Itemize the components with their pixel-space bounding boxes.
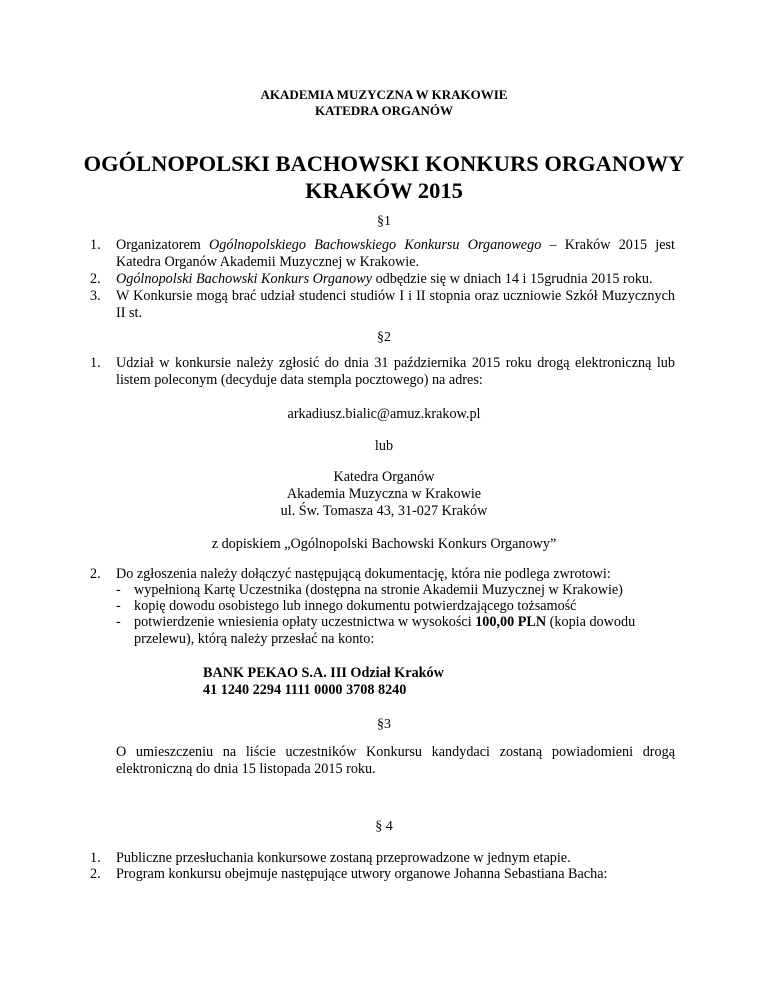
bank-name: BANK PEKAO S.A. III Odział Kraków: [203, 665, 444, 681]
document-requirement-fee: [134, 614, 675, 648]
competition-name-italic: Ogólnopolskiego Bachowskiego Konkursu Organowego: [209, 237, 542, 253]
fee-amount: 100,00 PLN: [475, 614, 547, 630]
text-fragment: odbędzie się w dniach 14 i 15grudnia 2015 roku.: [372, 271, 653, 287]
institution-name: AKADEMIA MUZYCZNA W KRAKOWIE: [260, 87, 508, 102]
annotation-note: z dopiskiem „Ogólnopolski Bachowski Konkurs Organowy”: [211, 536, 557, 552]
text-line: [116, 237, 675, 254]
or-separator: lub: [374, 438, 394, 454]
text-fragment: potwierdzenie wniesienia opłaty uczestnictwa w wysokości: [134, 614, 476, 630]
text-fragment: Organizatorem: [116, 237, 210, 253]
section-4-item-1: Publiczne przesłuchania konkursowe zostaną przeprowadzone w jednym etapie.: [116, 850, 571, 866]
bullet-dash: -: [116, 614, 121, 630]
item-number: 1.: [90, 237, 101, 253]
text-line: II st.: [116, 305, 143, 321]
department-name: KATEDRA ORGANÓW: [314, 103, 454, 118]
bank-account-number: 41 1240 2294 1111 0000 3708 8240: [203, 682, 407, 698]
item-number: 2.: [90, 271, 101, 287]
text-line: przelewu), którą należy przesłać na konto:: [134, 631, 375, 647]
document-requirement: kopię dowodu osobistego lub innego dokumentu potwierdzającego tożsamość: [134, 598, 577, 614]
item-number: 2.: [90, 866, 101, 882]
document-subtitle: KRAKÓW 2015: [305, 178, 463, 203]
address-line-3: ul. Św. Tomasza 43, 31-027 Kraków: [280, 503, 488, 519]
text-fragment: (kopia dowodu: [546, 614, 636, 630]
text-line: W Konkursie mogą brać udział studenci studiów I i II stopnia oraz uczniowie Szkół Muzycznych: [116, 288, 675, 304]
section-4-item-2: Program konkursu obejmuje następujące utwory organowe Johanna Sebastiana Bacha:: [116, 866, 608, 882]
section-2-mark: §2: [377, 330, 391, 345]
section-1-mark: §1: [377, 214, 391, 229]
text-line: O umieszczeniu na liście uczestników Konkursu kandydaci zostaną powiadomieni drogą: [116, 744, 675, 760]
document-title: OGÓLNOPOLSKI BACHOWSKI KONKURS ORGANOWY: [83, 151, 685, 176]
item-number: 3.: [90, 288, 101, 304]
section-1-item-1: [116, 237, 675, 271]
section-2-item-2-intro: Do zgłoszenia należy dołączyć następującą dokumentację, która nie podlega zwrotowi:: [116, 566, 611, 582]
text-line: elektroniczną do dnia 15 listopada 2015 roku.: [116, 761, 376, 777]
text-fragment: – Kraków 2015 jest: [541, 237, 675, 253]
section-4-mark: § 4: [375, 819, 393, 834]
text-line: Udział w konkursie należy zgłosić do dnia 31 października 2015 roku drogą elektroniczną lub: [116, 355, 675, 371]
item-number: 1.: [90, 355, 101, 371]
bullet-dash: -: [116, 598, 121, 614]
bullet-dash: -: [116, 582, 121, 598]
document-requirement: wypełnioną Kartę Uczestnika (dostępna na stronie Akademii Muzycznej w Krakowie): [134, 582, 623, 598]
competition-name-italic: Ogólnopolski Bachowski Konkurs Organowy: [116, 271, 373, 287]
address-line-2: Akademia Muzyczna w Krakowie: [286, 486, 482, 502]
section-3-mark: §3: [377, 717, 391, 732]
text-line: Katedra Organów Akademii Muzycznej w Krakowie.: [116, 254, 420, 270]
section-1-item-2: [116, 271, 675, 288]
text-line: listem poleconym (decyduje data stempla pocztowego) na adres:: [116, 372, 483, 388]
contact-email: arkadiusz.bialic@amuz.krakow.pl: [287, 406, 481, 422]
section-3-text: [116, 744, 675, 778]
section-2-item-1: [116, 355, 675, 389]
item-number: 1.: [90, 850, 101, 866]
item-number: 2.: [90, 566, 101, 582]
address-line-1: Katedra Organów: [333, 469, 435, 485]
section-1-item-3: [116, 288, 675, 322]
